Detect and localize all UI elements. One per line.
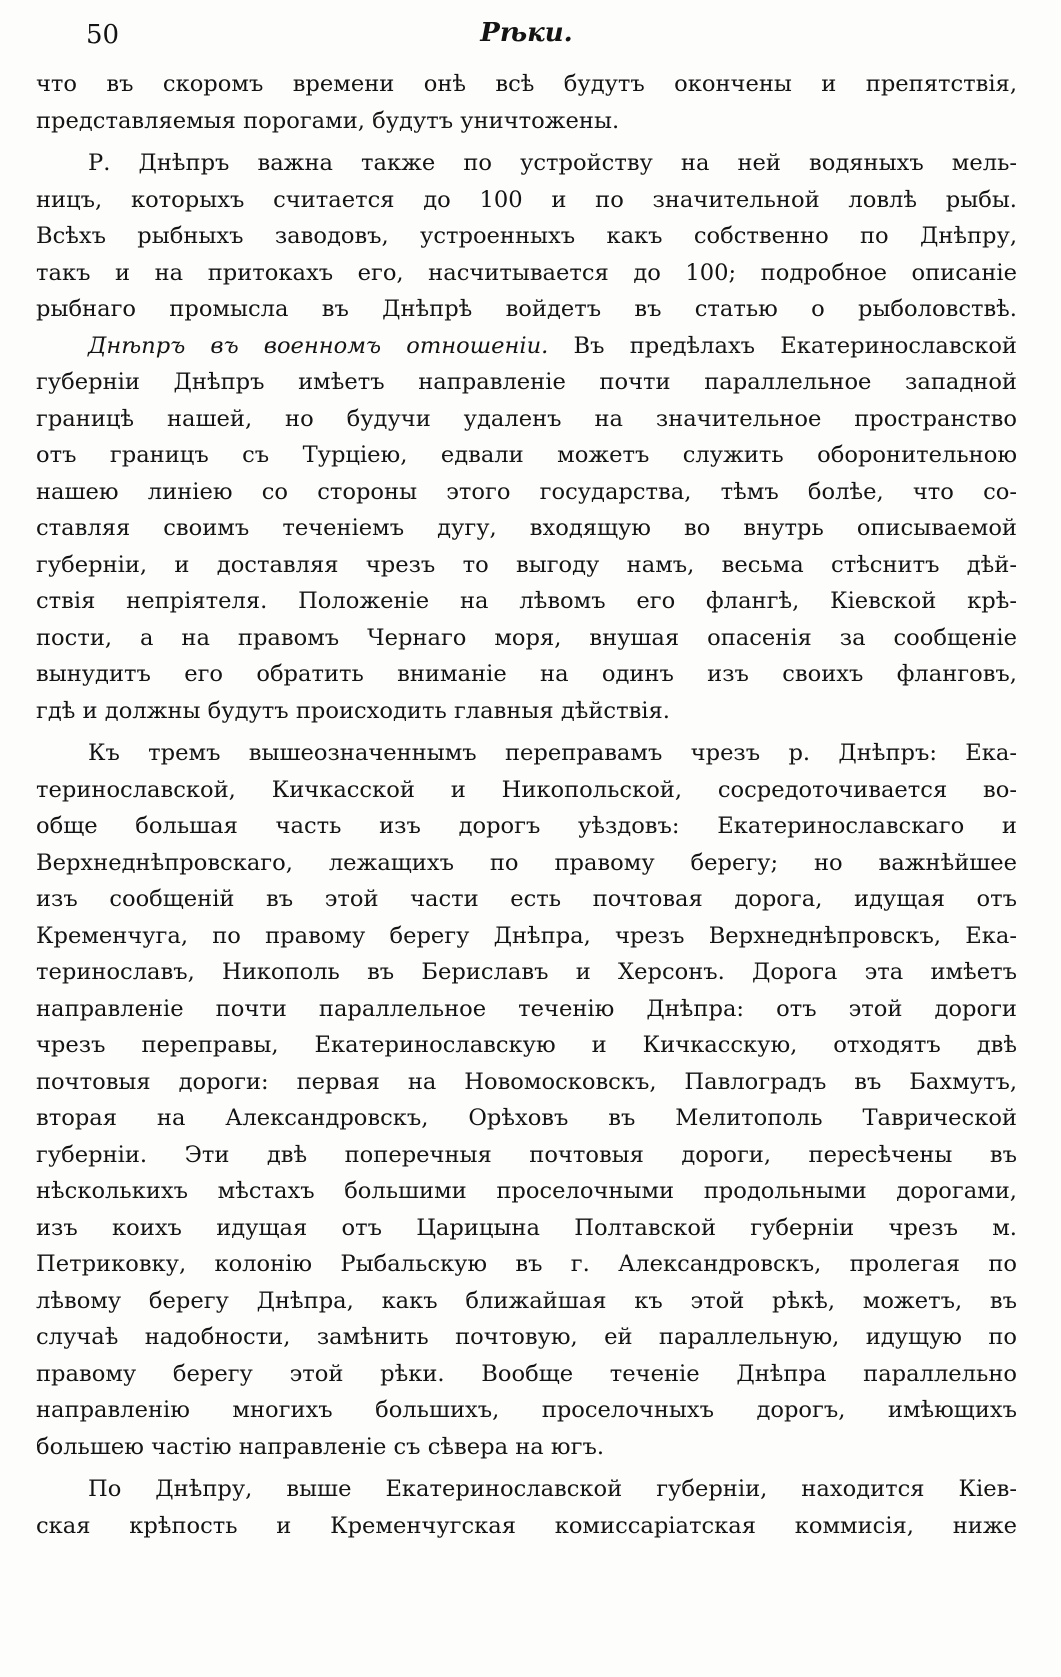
text-line: изъ коихъ идущая отъ Царицына Полтавской губерніи чрезъ м. [36, 1214, 1017, 1241]
text-line: правому берегу этой рѣки. Вообще теченіе Днѣпра параллельно [36, 1360, 1017, 1387]
page-number: 50 [86, 20, 120, 50]
text-line: губерніи, и доставляя чрезъ то выгоду намъ, весьма стѣснитъ дѣй- [36, 551, 1017, 578]
text-line: ницъ, которыхъ считается до 100 и по значительной ловлѣ рыбы. [36, 186, 1017, 213]
text-line: ская крѣпость и Кременчугская комиссаріатская коммисія, ниже [36, 1512, 1017, 1539]
text-line [36, 328, 1017, 365]
text-line: ставляя своимъ теченіемъ дугу, входящую во внутрь описываемой [36, 515, 1017, 541]
paragraph-2 [36, 145, 1017, 328]
text-line: направленіе почти параллельное теченію Днѣпра: отъ этой дороги [36, 995, 1017, 1022]
paragraph-4 [36, 735, 1017, 1465]
text-line: вынудитъ его обратить вниманіе на одинъ изъ своихъ фланговъ, [36, 661, 1017, 687]
text-line: Всѣхъ рыбныхъ заводовъ, устроенныхъ какъ собственно по Днѣпру, [36, 223, 1017, 249]
text-line: Р. Днѣпръ важна также по устройству на ней водяныхъ мель- [88, 150, 1017, 176]
text-line: Петриковку, колонію Рыбальскую въ г. Александровскъ, пролегая по [36, 1251, 1017, 1277]
text-line: что въ скоромъ времени онѣ всѣ будутъ окончены и препятствія, [36, 71, 1017, 97]
text-line: Верхнеднѣпровскаго, лежащихъ по правому берегу; но важнѣйшее [36, 849, 1017, 876]
text-line: рыбнаго промысла въ Днѣпрѣ войдетъ въ статью о рыболовствѣ. [36, 296, 1017, 322]
text-line: изъ сообщеній въ этой части есть почтовая дорога, идущая отъ [36, 886, 1017, 912]
text-line: отъ границъ съ Турціею, едвали можетъ служить оборонительною [36, 442, 1017, 468]
text-line: теринославъ, Никополь въ Бериславъ и Херсонъ. Дорога эта имѣетъ [36, 959, 1017, 985]
paragraph-5 [36, 1471, 1017, 1544]
text-line: губерніи Днѣпръ имѣетъ направленіе почти параллельное западной [36, 369, 1017, 395]
text-line: лѣвому берегу Днѣпра, какъ ближайшая къ этой рѣкѣ, можетъ, въ [36, 1287, 1017, 1314]
text-line: Кременчуга, по правому берегу Днѣпра, чрезъ Верхнеднѣпровскъ, Ека- [36, 922, 1017, 949]
text-line: гдѣ и должны будутъ происходить главныя дѣйствія. [36, 697, 670, 724]
page-header [36, 14, 1017, 66]
text-line: губерніи. Эти двѣ поперечныя почтовыя дороги, пересѣчены въ [36, 1141, 1017, 1168]
running-title: Рѣки. [480, 18, 573, 48]
text-line: нѣсколькихъ мѣстахъ большими проселочными продольными дорогами, [36, 1178, 1017, 1204]
text-line: обще большая часть изъ дорогъ уѣздовъ: Екатеринославскаго и [36, 813, 1017, 839]
text-line: представляемыя порогами, будутъ уничтожены. [36, 107, 620, 134]
text-line: Къ тремъ вышеозначеннымъ переправамъ чрезъ р. Днѣпръ: Ека- [88, 740, 1017, 766]
paragraph-3 [36, 328, 1017, 730]
text-line: По Днѣпру, выше Екатеринославской губерніи, находится Кіев- [88, 1476, 1017, 1502]
text-line: пости, а на правомъ Чернаго моря, внушая опасенія за сообщеніе [36, 624, 1017, 651]
text-line: чрезъ переправы, Екатеринославскую и Кичкасскую, отходятъ двѣ [36, 1032, 1017, 1058]
paragraph-1 [36, 66, 1017, 139]
text-line: почтовыя дороги: первая на Новомосковскъ, Павлоградъ въ Бахмутъ, [36, 1068, 1017, 1095]
text-line: случаѣ надобности, замѣнить почтовую, ей параллельную, идущую по [36, 1324, 1017, 1350]
text-line-rest: Въ предѣлахъ Екатеринославской [573, 332, 1017, 359]
text-line: теринославской, Кичкасской и Никопольской, сосредоточивается во- [36, 776, 1017, 803]
text-line: границѣ нашей, но будучи удаленъ на значительное пространство [36, 405, 1017, 432]
section-lead: Днѣпръ въ военномъ отношеніи. [88, 332, 549, 359]
text-line: ствія непріятеля. Положеніе на лѣвомъ его флангѣ, Кіевской крѣ- [36, 588, 1017, 614]
text-line: вторая на Александровскъ, Орѣховъ въ Мелитополь Таврической [36, 1105, 1017, 1131]
text-line: нашею линіею со стороны этого государства, тѣмъ болѣе, что со- [36, 478, 1017, 505]
text-line: такъ и на притокахъ его, насчитывается до 100; подробное описаніе [36, 259, 1017, 286]
text-line: большею частію направленіе съ сѣвера на югъ. [36, 1433, 604, 1460]
text-line: направленію многихъ большихъ, проселочныхъ дорогъ, имѣющихъ [36, 1397, 1017, 1423]
